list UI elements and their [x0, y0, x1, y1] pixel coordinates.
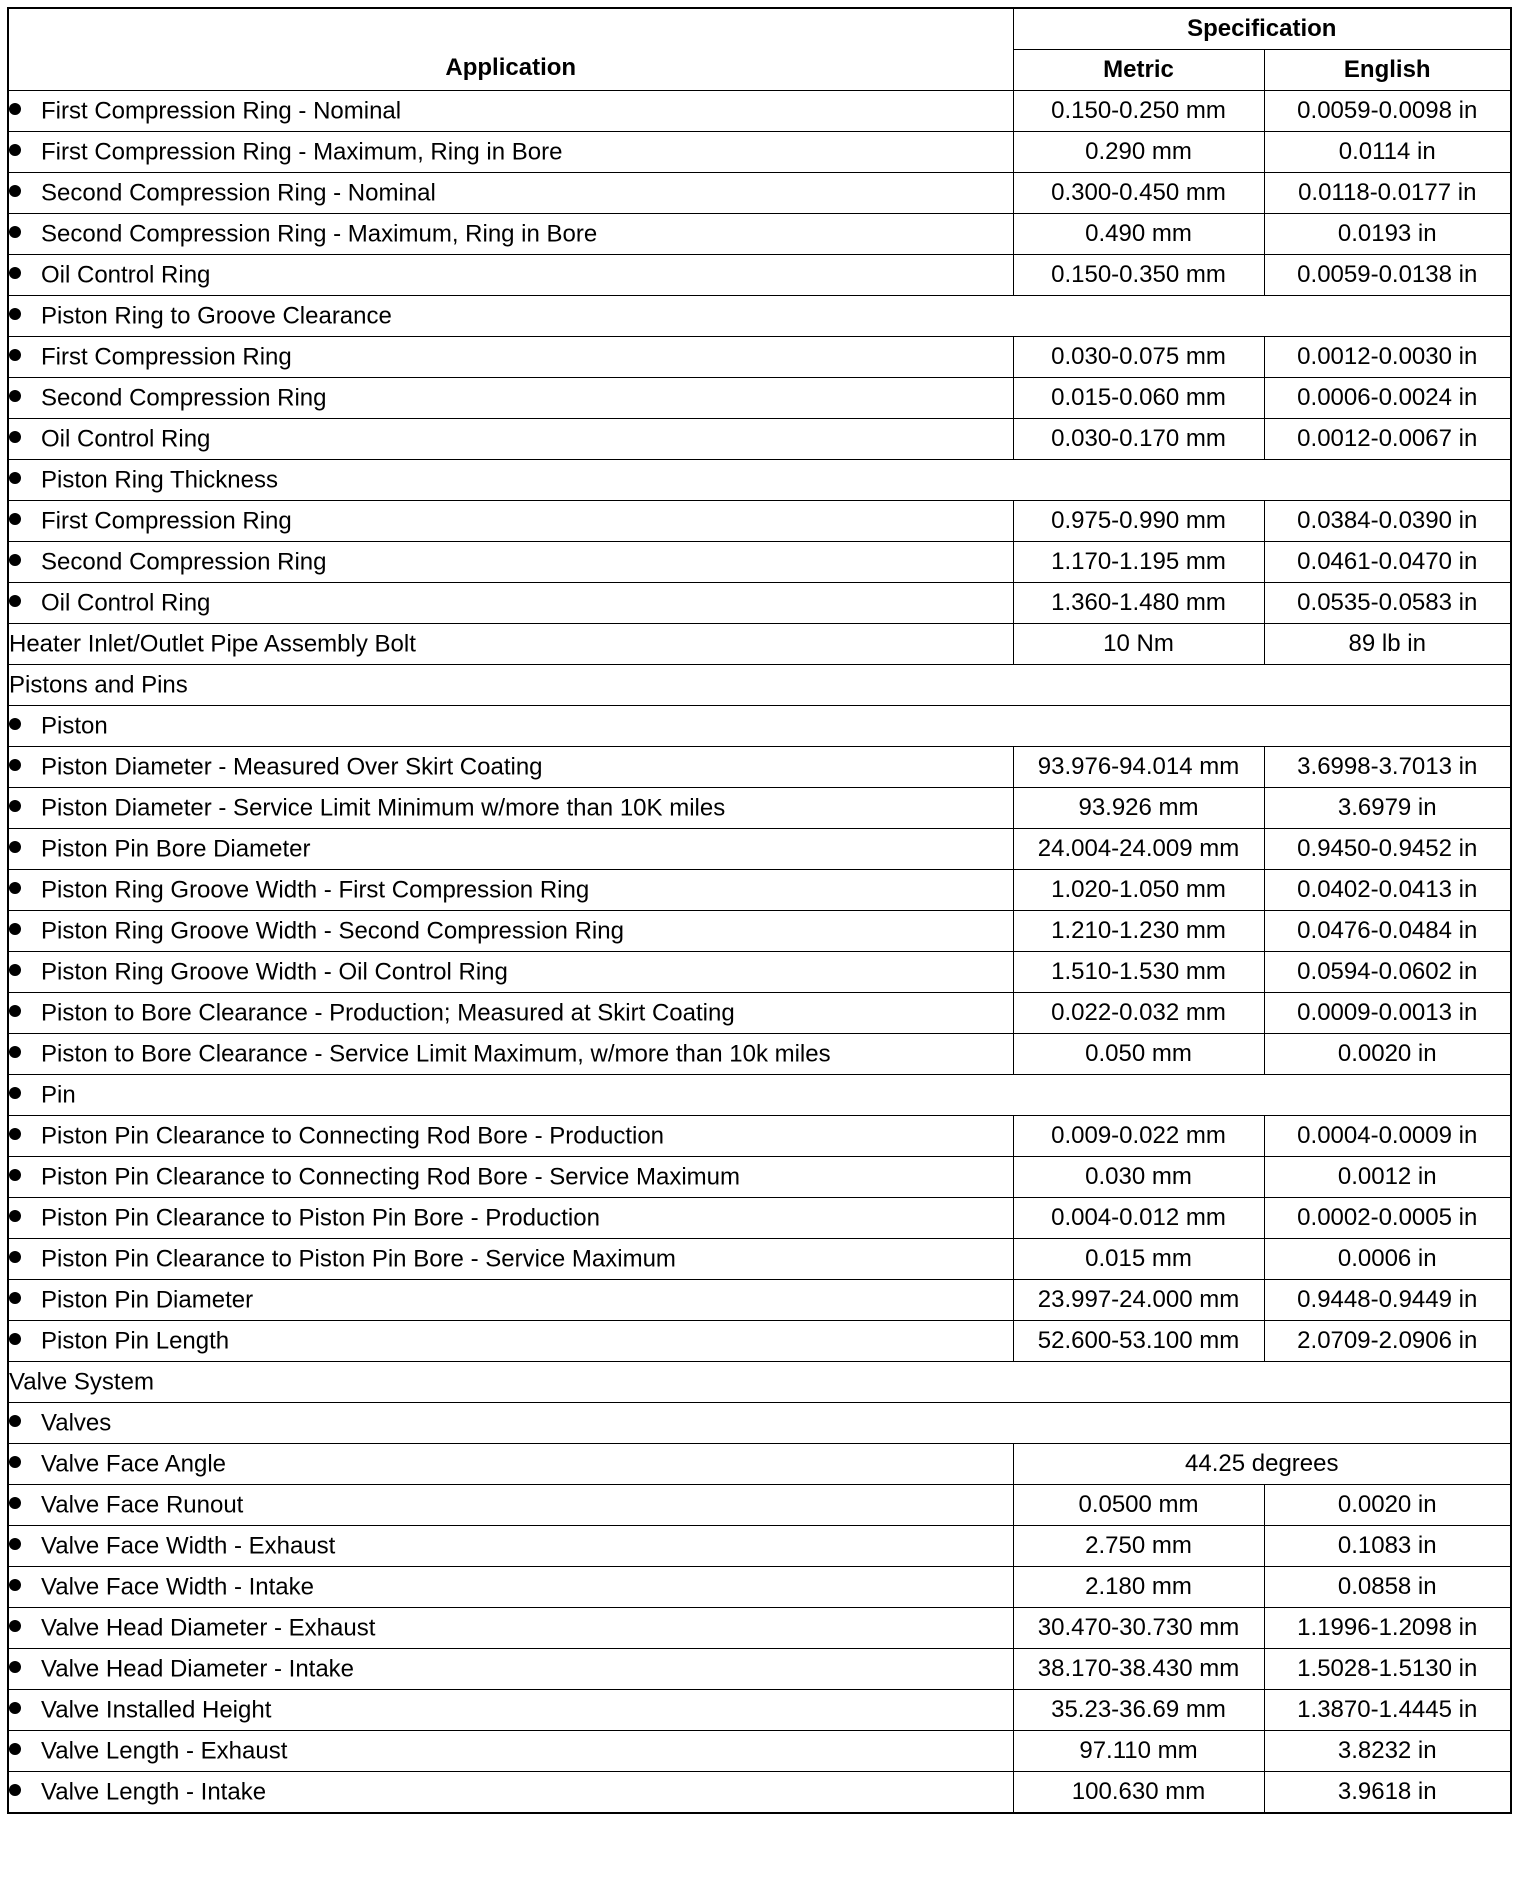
application-text: Oil Control Ring [41, 425, 211, 453]
metric-value-cell: 0.0500 mm [1013, 1485, 1264, 1526]
application-text: Piston Ring Thickness [41, 466, 278, 494]
application-text: Pin [41, 1081, 76, 1109]
table-row [8, 1239, 1511, 1280]
metric-value-cell: 93.926 mm [1013, 788, 1264, 829]
application-text: Valve Head Diameter - Intake [41, 1655, 355, 1683]
application-cell [8, 542, 1013, 583]
header-row-top [8, 8, 1511, 50]
table-row [8, 501, 1511, 542]
english-value-cell: 3.9618 in [1264, 1772, 1511, 1814]
table-row [8, 1608, 1511, 1649]
application-text: Second Compression Ring - Nominal [41, 179, 436, 207]
metric-value-cell: 2.180 mm [1013, 1567, 1264, 1608]
application-text: First Compression Ring [41, 507, 292, 535]
table-row [8, 1403, 1511, 1444]
table-row [8, 1567, 1511, 1608]
bullet-icon [9, 1620, 21, 1632]
application-cell [8, 1772, 1013, 1814]
application-text: Heater Inlet/Outlet Pipe Assembly Bolt [9, 630, 416, 658]
application-text: Piston [41, 712, 108, 740]
bullet-icon [9, 1210, 21, 1222]
bullet-icon [9, 1579, 21, 1591]
metric-value-cell: 0.030-0.170 mm [1013, 419, 1264, 460]
english-value-cell: 0.0020 in [1264, 1485, 1511, 1526]
bullet-icon [9, 1497, 21, 1509]
bullet-icon [9, 1005, 21, 1017]
bullet-icon [9, 513, 21, 525]
bullet-icon [9, 1784, 21, 1796]
application-cell [8, 1239, 1013, 1280]
english-value-cell: 0.1083 in [1264, 1526, 1511, 1567]
metric-header: Metric [1013, 50, 1264, 91]
application-cell [8, 1567, 1013, 1608]
table-row [8, 132, 1511, 173]
application-text: Piston Pin Length [41, 1327, 230, 1355]
metric-value-cell: 1.510-1.530 mm [1013, 952, 1264, 993]
english-value-cell: 89 lb in [1264, 624, 1511, 665]
metric-value-cell: 2.750 mm [1013, 1526, 1264, 1567]
bullet-icon [9, 267, 21, 279]
metric-value-cell: 23.997-24.000 mm [1013, 1280, 1264, 1321]
application-cell [8, 1731, 1013, 1772]
table-row [8, 460, 1511, 501]
table-row [8, 747, 1511, 788]
english-header: English [1264, 50, 1511, 91]
application-text: Piston Pin Clearance to Connecting Rod Bore - Service Maximum [41, 1163, 740, 1191]
metric-value-cell: 0.150-0.250 mm [1013, 91, 1264, 132]
table-row [8, 255, 1511, 296]
table-row [8, 378, 1511, 419]
application-text: Piston Ring Groove Width - First Compression Ring [41, 876, 590, 904]
application-cell [8, 1649, 1013, 1690]
english-value-cell: 0.0012-0.0030 in [1264, 337, 1511, 378]
english-value-cell: 0.0114 in [1264, 132, 1511, 173]
application-cell [8, 993, 1013, 1034]
table-row [8, 788, 1511, 829]
english-value-cell: 0.0006-0.0024 in [1264, 378, 1511, 419]
application-text: Valve Face Runout [41, 1491, 244, 1519]
metric-value-cell: 1.360-1.480 mm [1013, 583, 1264, 624]
metric-value-cell: 1.170-1.195 mm [1013, 542, 1264, 583]
application-text: First Compression Ring - Nominal [41, 97, 402, 125]
application-cell [8, 870, 1013, 911]
table-row [8, 419, 1511, 460]
metric-value-cell: 0.975-0.990 mm [1013, 501, 1264, 542]
english-value-cell: 3.6998-3.7013 in [1264, 747, 1511, 788]
bullet-icon [9, 923, 21, 935]
metric-value-cell: 38.170-38.430 mm [1013, 1649, 1264, 1690]
table-row [8, 1731, 1511, 1772]
application-cell [8, 1321, 1013, 1362]
application-cell [8, 337, 1013, 378]
english-value-cell: 0.0384-0.0390 in [1264, 501, 1511, 542]
specification-header: Specification [1013, 8, 1511, 50]
application-text: Valves [41, 1409, 112, 1437]
metric-value-cell: 0.009-0.022 mm [1013, 1116, 1264, 1157]
metric-value-cell: 0.015 mm [1013, 1239, 1264, 1280]
application-text: Valve Head Diameter - Exhaust [41, 1614, 376, 1642]
metric-value-cell: 1.020-1.050 mm [1013, 870, 1264, 911]
table-row [8, 1280, 1511, 1321]
table-row [8, 1321, 1511, 1362]
application-cell [8, 583, 1013, 624]
specification-value-cell: 44.25 degrees [1013, 1444, 1511, 1485]
metric-value-cell: 0.015-0.060 mm [1013, 378, 1264, 419]
application-text: Pistons and Pins [9, 671, 188, 699]
english-value-cell: 0.0012 in [1264, 1157, 1511, 1198]
application-header: Application [8, 8, 1013, 91]
application-text: Piston Ring Groove Width - Oil Control Ring [41, 958, 508, 986]
table-row [8, 829, 1511, 870]
english-value-cell: 0.0476-0.0484 in [1264, 911, 1511, 952]
english-value-cell: 1.5028-1.5130 in [1264, 1649, 1511, 1690]
application-text: Piston Pin Clearance to Piston Pin Bore - Production [41, 1204, 600, 1232]
bullet-icon [9, 1415, 21, 1427]
bullet-icon [9, 1702, 21, 1714]
bullet-icon [9, 185, 21, 197]
application-text: Piston Pin Bore Diameter [41, 835, 311, 863]
metric-value-cell: 24.004-24.009 mm [1013, 829, 1264, 870]
english-value-cell: 0.0059-0.0138 in [1264, 255, 1511, 296]
bullet-icon [9, 349, 21, 361]
table-row [8, 1444, 1511, 1485]
bullet-icon [9, 472, 21, 484]
metric-value-cell: 97.110 mm [1013, 1731, 1264, 1772]
bullet-icon [9, 1251, 21, 1263]
table-row [8, 1075, 1511, 1116]
table-row [8, 1198, 1511, 1239]
english-value-cell: 0.9448-0.9449 in [1264, 1280, 1511, 1321]
english-value-cell: 0.0193 in [1264, 214, 1511, 255]
application-cell [8, 1157, 1013, 1198]
bullet-icon [9, 1046, 21, 1058]
metric-value-cell: 1.210-1.230 mm [1013, 911, 1264, 952]
application-text: First Compression Ring [41, 343, 292, 371]
metric-value-cell: 93.976-94.014 mm [1013, 747, 1264, 788]
english-value-cell: 0.0535-0.0583 in [1264, 583, 1511, 624]
table-row [8, 214, 1511, 255]
application-cell [8, 501, 1013, 542]
table-header [8, 8, 1511, 91]
application-cell [8, 1608, 1013, 1649]
application-text: Valve Face Angle [41, 1450, 227, 1478]
table-row [8, 1772, 1511, 1814]
application-text: Valve Face Width - Exhaust [41, 1532, 336, 1560]
english-value-cell: 0.0002-0.0005 in [1264, 1198, 1511, 1239]
bullet-icon [9, 718, 21, 730]
application-cell [8, 1444, 1013, 1485]
spec-table [7, 7, 1512, 1814]
application-cell [8, 706, 1511, 747]
english-value-cell: 2.0709-2.0906 in [1264, 1321, 1511, 1362]
application-cell [8, 214, 1013, 255]
application-text: Piston Diameter - Measured Over Skirt Coating [41, 753, 543, 781]
bullet-icon [9, 595, 21, 607]
application-text: Piston to Bore Clearance - Service Limit Maximum, w/more than 10k miles [41, 1040, 831, 1068]
metric-value-cell: 52.600-53.100 mm [1013, 1321, 1264, 1362]
application-cell [8, 419, 1013, 460]
english-value-cell: 0.0004-0.0009 in [1264, 1116, 1511, 1157]
application-cell [8, 1034, 1013, 1075]
table-row [8, 1034, 1511, 1075]
application-cell [8, 952, 1013, 993]
english-value-cell: 0.0858 in [1264, 1567, 1511, 1608]
english-value-cell: 0.0020 in [1264, 1034, 1511, 1075]
english-value-cell: 1.1996-1.2098 in [1264, 1608, 1511, 1649]
application-text: Second Compression Ring - Maximum, Ring in Bore [41, 220, 598, 248]
application-text: Piston Pin Clearance to Piston Pin Bore - Service Maximum [41, 1245, 676, 1273]
table-row [8, 1526, 1511, 1567]
table-row [8, 173, 1511, 214]
bullet-icon [9, 1128, 21, 1140]
application-cell [8, 91, 1013, 132]
metric-value-cell: 0.300-0.450 mm [1013, 173, 1264, 214]
bullet-icon [9, 1538, 21, 1550]
application-cell [8, 132, 1013, 173]
application-cell [8, 173, 1013, 214]
english-value-cell: 3.8232 in [1264, 1731, 1511, 1772]
bullet-icon [9, 554, 21, 566]
english-value-cell: 0.9450-0.9452 in [1264, 829, 1511, 870]
table-row [8, 1485, 1511, 1526]
table-body [8, 91, 1511, 1814]
bullet-icon [9, 103, 21, 115]
metric-value-cell: 0.290 mm [1013, 132, 1264, 173]
application-cell [8, 255, 1013, 296]
metric-value-cell: 10 Nm [1013, 624, 1264, 665]
english-value-cell: 0.0594-0.0602 in [1264, 952, 1511, 993]
application-text: First Compression Ring - Maximum, Ring in Bore [41, 138, 563, 166]
table-row [8, 911, 1511, 952]
bullet-icon [9, 882, 21, 894]
table-row [8, 583, 1511, 624]
table-row [8, 1362, 1511, 1403]
english-value-cell: 0.0059-0.0098 in [1264, 91, 1511, 132]
bullet-icon [9, 1456, 21, 1468]
application-cell [8, 1198, 1013, 1239]
application-cell [8, 1526, 1013, 1567]
application-text: Valve Length - Intake [41, 1778, 267, 1806]
english-value-cell: 3.6979 in [1264, 788, 1511, 829]
application-text: Piston Pin Diameter [41, 1286, 254, 1314]
application-text: Piston Pin Clearance to Connecting Rod Bore - Production [41, 1122, 665, 1150]
bullet-icon [9, 759, 21, 771]
application-cell [8, 788, 1013, 829]
application-text: Piston Ring Groove Width - Second Compression Ring [41, 917, 624, 945]
metric-value-cell: 0.030 mm [1013, 1157, 1264, 1198]
table-row [8, 1690, 1511, 1731]
application-cell [8, 460, 1511, 501]
english-value-cell: 0.0009-0.0013 in [1264, 993, 1511, 1034]
bullet-icon [9, 390, 21, 402]
english-value-cell: 0.0006 in [1264, 1239, 1511, 1280]
application-text: Oil Control Ring [41, 589, 211, 617]
application-cell [8, 1362, 1511, 1403]
metric-value-cell: 0.050 mm [1013, 1034, 1264, 1075]
application-cell [8, 829, 1013, 870]
application-cell [8, 747, 1013, 788]
bullet-icon [9, 144, 21, 156]
metric-value-cell: 0.150-0.350 mm [1013, 255, 1264, 296]
english-value-cell: 1.3870-1.4445 in [1264, 1690, 1511, 1731]
bullet-icon [9, 431, 21, 443]
application-cell [8, 1280, 1013, 1321]
english-value-cell: 0.0461-0.0470 in [1264, 542, 1511, 583]
table-row [8, 870, 1511, 911]
metric-value-cell: 35.23-36.69 mm [1013, 1690, 1264, 1731]
metric-value-cell: 100.630 mm [1013, 1772, 1264, 1814]
table-row [8, 337, 1511, 378]
table-row [8, 993, 1511, 1034]
table-row [8, 952, 1511, 993]
application-cell [8, 1116, 1013, 1157]
metric-value-cell: 0.490 mm [1013, 214, 1264, 255]
bullet-icon [9, 226, 21, 238]
table-row [8, 706, 1511, 747]
bullet-icon [9, 964, 21, 976]
application-cell [8, 1690, 1013, 1731]
application-text: Piston Diameter - Service Limit Minimum w/more than 10K miles [41, 794, 726, 822]
application-cell [8, 665, 1511, 706]
application-text: Piston to Bore Clearance - Production; Measured at Skirt Coating [41, 999, 735, 1027]
bullet-icon [9, 1292, 21, 1304]
bullet-icon [9, 1087, 21, 1099]
application-text: Valve Installed Height [41, 1696, 272, 1724]
bullet-icon [9, 308, 21, 320]
bullet-icon [9, 800, 21, 812]
table-row [8, 1649, 1511, 1690]
table-row [8, 1116, 1511, 1157]
table-row [8, 665, 1511, 706]
application-text: Second Compression Ring [41, 548, 327, 576]
bullet-icon [9, 1743, 21, 1755]
application-cell [8, 1075, 1511, 1116]
application-cell [8, 624, 1013, 665]
table-row [8, 91, 1511, 132]
application-cell [8, 1403, 1511, 1444]
english-value-cell: 0.0012-0.0067 in [1264, 419, 1511, 460]
table-row [8, 296, 1511, 337]
application-text: Valve System [9, 1368, 154, 1396]
application-text: Valve Length - Exhaust [41, 1737, 288, 1765]
table-row [8, 1157, 1511, 1198]
bullet-icon [9, 1661, 21, 1673]
application-text: Piston Ring to Groove Clearance [41, 302, 392, 330]
application-text: Valve Face Width - Intake [41, 1573, 314, 1601]
english-value-cell: 0.0402-0.0413 in [1264, 870, 1511, 911]
table-row [8, 624, 1511, 665]
application-cell [8, 296, 1511, 337]
bullet-icon [9, 1333, 21, 1345]
application-cell [8, 1485, 1013, 1526]
metric-value-cell: 0.022-0.032 mm [1013, 993, 1264, 1034]
bullet-icon [9, 841, 21, 853]
metric-value-cell: 0.030-0.075 mm [1013, 337, 1264, 378]
english-value-cell: 0.0118-0.0177 in [1264, 173, 1511, 214]
metric-value-cell: 30.470-30.730 mm [1013, 1608, 1264, 1649]
application-cell [8, 911, 1013, 952]
bullet-icon [9, 1169, 21, 1181]
application-text: Oil Control Ring [41, 261, 211, 289]
table-row [8, 542, 1511, 583]
metric-value-cell: 0.004-0.012 mm [1013, 1198, 1264, 1239]
application-text: Second Compression Ring [41, 384, 327, 412]
application-cell [8, 378, 1013, 419]
